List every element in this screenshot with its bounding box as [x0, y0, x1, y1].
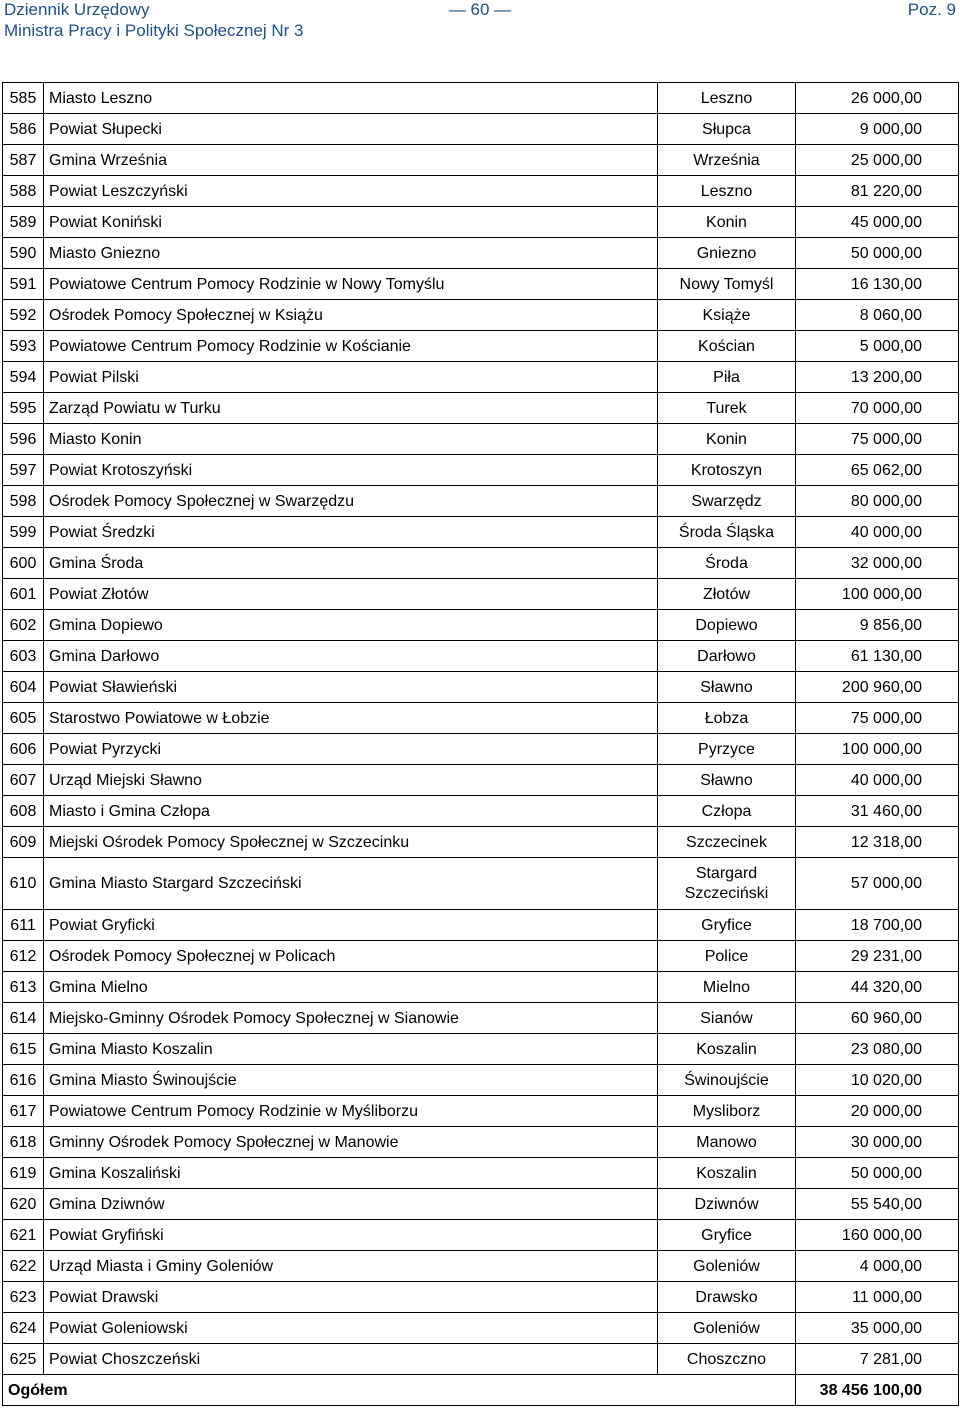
- row-amount: 61 130,00: [796, 641, 959, 672]
- table-row: [3, 765, 959, 796]
- table-row: [3, 517, 959, 548]
- row-name: Urząd Miejski Sławno: [44, 765, 658, 796]
- row-name: Gmina Miasto Koszalin: [44, 1034, 658, 1065]
- row-amount: 50 000,00: [796, 238, 959, 269]
- table-row: [3, 1344, 959, 1375]
- table-row: [3, 641, 959, 672]
- row-amount: 35 000,00: [796, 1313, 959, 1344]
- table-row: [3, 1189, 959, 1220]
- row-amount: 18 700,00: [796, 910, 959, 941]
- table-row: [3, 362, 959, 393]
- row-number: 605: [3, 703, 44, 734]
- row-amount: 25 000,00: [796, 145, 959, 176]
- table-row: [3, 1003, 959, 1034]
- row-number: 609: [3, 827, 44, 858]
- row-city: Konin: [658, 424, 796, 455]
- table-row: [3, 1158, 959, 1189]
- row-amount: 81 220,00: [796, 176, 959, 207]
- row-name: Powiatowe Centrum Pomocy Rodzinie w Kościanie: [44, 331, 658, 362]
- row-city: Sianów: [658, 1003, 796, 1034]
- table-row: [3, 393, 959, 424]
- row-number: 618: [3, 1127, 44, 1158]
- row-amount: 60 960,00: [796, 1003, 959, 1034]
- table-row: [3, 269, 959, 300]
- row-name: Powiat Choszczeński: [44, 1344, 658, 1375]
- table-row: [3, 207, 959, 238]
- row-name: Starostwo Powiatowe w Łobzie: [44, 703, 658, 734]
- allocation-table-body: [3, 83, 959, 1375]
- row-number: 610: [3, 858, 44, 910]
- row-city: Krotoszyn: [658, 455, 796, 486]
- row-number: 594: [3, 362, 44, 393]
- row-name: Urząd Miasta i Gminy Goleniów: [44, 1251, 658, 1282]
- row-number: 602: [3, 610, 44, 641]
- row-number: 622: [3, 1251, 44, 1282]
- table-row: [3, 300, 959, 331]
- row-name: Gmina Miasto Stargard Szczeciński: [44, 858, 658, 910]
- table-row: [3, 145, 959, 176]
- row-amount: 75 000,00: [796, 424, 959, 455]
- row-number: 603: [3, 641, 44, 672]
- table-row: [3, 796, 959, 827]
- table-row: [3, 1313, 959, 1344]
- row-amount: 160 000,00: [796, 1220, 959, 1251]
- table-row: [3, 1251, 959, 1282]
- row-name: Zarząd Powiatu w Turku: [44, 393, 658, 424]
- row-number: 612: [3, 941, 44, 972]
- row-name: Powiat Gryfiński: [44, 1220, 658, 1251]
- row-city: Mielno: [658, 972, 796, 1003]
- row-name: Gmina Mielno: [44, 972, 658, 1003]
- row-amount: 200 960,00: [796, 672, 959, 703]
- row-city: Turek: [658, 393, 796, 424]
- row-city: Koszalin: [658, 1158, 796, 1189]
- row-amount: 70 000,00: [796, 393, 959, 424]
- row-number: 608: [3, 796, 44, 827]
- row-name: Ośrodek Pomocy Społecznej w Policach: [44, 941, 658, 972]
- row-name: Ośrodek Pomocy Społecznej w Książu: [44, 300, 658, 331]
- table-row: [3, 1282, 959, 1313]
- row-amount: 75 000,00: [796, 703, 959, 734]
- row-name: Powiat Gryficki: [44, 910, 658, 941]
- table-row: [3, 1065, 959, 1096]
- table-row: [3, 455, 959, 486]
- row-city: Gryfice: [658, 910, 796, 941]
- row-number: 585: [3, 83, 44, 114]
- row-number: 595: [3, 393, 44, 424]
- row-amount: 16 130,00: [796, 269, 959, 300]
- row-amount: 31 460,00: [796, 796, 959, 827]
- row-city: Człopa: [658, 796, 796, 827]
- row-city: Września: [658, 145, 796, 176]
- row-city: Sławno: [658, 765, 796, 796]
- row-number: 604: [3, 672, 44, 703]
- ministry-title: Ministra Pracy i Polityki Społecznej Nr 3: [4, 21, 304, 40]
- row-amount: 23 080,00: [796, 1034, 959, 1065]
- row-city: Piła: [658, 362, 796, 393]
- row-name: Gmina Września: [44, 145, 658, 176]
- row-number: 596: [3, 424, 44, 455]
- row-amount: 30 000,00: [796, 1127, 959, 1158]
- row-amount: 9 000,00: [796, 114, 959, 145]
- row-name: Gmina Środa: [44, 548, 658, 579]
- row-city: Goleniów: [658, 1251, 796, 1282]
- row-name: Powiat Krotoszyński: [44, 455, 658, 486]
- row-number: 619: [3, 1158, 44, 1189]
- row-number: 613: [3, 972, 44, 1003]
- table-row: [3, 579, 959, 610]
- row-city: Leszno: [658, 83, 796, 114]
- row-city: Gniezno: [658, 238, 796, 269]
- table-row: [3, 114, 959, 145]
- row-number: 611: [3, 910, 44, 941]
- row-number: 587: [3, 145, 44, 176]
- row-number: 620: [3, 1189, 44, 1220]
- row-amount: 100 000,00: [796, 734, 959, 765]
- row-name: Powiat Sławieński: [44, 672, 658, 703]
- row-number: 614: [3, 1003, 44, 1034]
- row-city: Kościan: [658, 331, 796, 362]
- row-city: Koszalin: [658, 1034, 796, 1065]
- row-name: Gminny Ośrodek Pomocy Społecznej w Manowie: [44, 1127, 658, 1158]
- table-row: [3, 238, 959, 269]
- row-amount: 13 200,00: [796, 362, 959, 393]
- row-name: Powiat Leszczyński: [44, 176, 658, 207]
- table-row: [3, 548, 959, 579]
- row-name: Miasto Gniezno: [44, 238, 658, 269]
- row-city: Szczecinek: [658, 827, 796, 858]
- table-row: [3, 672, 959, 703]
- table-row: [3, 610, 959, 641]
- row-number: 606: [3, 734, 44, 765]
- row-number: 607: [3, 765, 44, 796]
- row-city: Darłowo: [658, 641, 796, 672]
- row-city: Drawsko: [658, 1282, 796, 1313]
- row-name: Powiat Pilski: [44, 362, 658, 393]
- row-city: Stargard Szczeciński: [658, 858, 796, 910]
- row-name: Powiat Goleniowski: [44, 1313, 658, 1344]
- row-name: Gmina Dopiewo: [44, 610, 658, 641]
- row-amount: 9 856,00: [796, 610, 959, 641]
- row-amount: 10 020,00: [796, 1065, 959, 1096]
- row-number: 615: [3, 1034, 44, 1065]
- row-amount: 50 000,00: [796, 1158, 959, 1189]
- row-city: Gryfice: [658, 1220, 796, 1251]
- row-name: Miasto i Gmina Człopa: [44, 796, 658, 827]
- row-city: Środa: [658, 548, 796, 579]
- row-number: 586: [3, 114, 44, 145]
- row-amount: 20 000,00: [796, 1096, 959, 1127]
- row-city: Mysliborz: [658, 1096, 796, 1127]
- table-row: [3, 1034, 959, 1065]
- row-number: 597: [3, 455, 44, 486]
- table-row: [3, 486, 959, 517]
- row-name: Miasto Konin: [44, 424, 658, 455]
- row-city: Sławno: [658, 672, 796, 703]
- row-name: Powiatowe Centrum Pomocy Rodzinie w Nowy Tomyślu: [44, 269, 658, 300]
- table-row: [3, 910, 959, 941]
- row-name: Miejski Ośrodek Pomocy Społecznej w Szczecinku: [44, 827, 658, 858]
- row-number: 591: [3, 269, 44, 300]
- row-number: 617: [3, 1096, 44, 1127]
- table-row: [3, 734, 959, 765]
- table-row: [3, 424, 959, 455]
- total-row: [3, 1375, 959, 1406]
- row-name: Powiatowe Centrum Pomocy Rodzinie w Myśliborzu: [44, 1096, 658, 1127]
- row-amount: 12 318,00: [796, 827, 959, 858]
- journal-title: Dziennik Urzędowy: [4, 0, 150, 19]
- row-city: Dziwnów: [658, 1189, 796, 1220]
- row-city: Słupca: [658, 114, 796, 145]
- row-amount: 8 060,00: [796, 300, 959, 331]
- row-amount: 40 000,00: [796, 765, 959, 796]
- total-label: Ogółem: [3, 1375, 796, 1406]
- table-row: [3, 1127, 959, 1158]
- row-amount: 40 000,00: [796, 517, 959, 548]
- row-amount: 55 540,00: [796, 1189, 959, 1220]
- row-city: Swarzędz: [658, 486, 796, 517]
- row-name: Powiat Średzki: [44, 517, 658, 548]
- row-number: 589: [3, 207, 44, 238]
- row-amount: 57 000,00: [796, 858, 959, 910]
- row-amount: 80 000,00: [796, 486, 959, 517]
- row-amount: 29 231,00: [796, 941, 959, 972]
- total-amount: 38 456 100,00: [796, 1375, 959, 1406]
- row-number: 600: [3, 548, 44, 579]
- row-amount: 11 000,00: [796, 1282, 959, 1313]
- table-row: [3, 941, 959, 972]
- row-name: Powiat Złotów: [44, 579, 658, 610]
- row-number: 623: [3, 1282, 44, 1313]
- row-number: 625: [3, 1344, 44, 1375]
- row-name: Powiat Pyrzycki: [44, 734, 658, 765]
- table-row: [3, 176, 959, 207]
- row-city: Łobza: [658, 703, 796, 734]
- row-name: Ośrodek Pomocy Społecznej w Swarzędzu: [44, 486, 658, 517]
- table-row: [3, 331, 959, 362]
- row-name: Gmina Miasto Świnoujście: [44, 1065, 658, 1096]
- row-city: Konin: [658, 207, 796, 238]
- row-city: Złotów: [658, 579, 796, 610]
- row-number: 593: [3, 331, 44, 362]
- page-header: [4, 0, 956, 44]
- row-name: Miejsko-Gminny Ośrodek Pomocy Społecznej w Sianowie: [44, 1003, 658, 1034]
- row-name: Powiat Drawski: [44, 1282, 658, 1313]
- row-amount: 5 000,00: [796, 331, 959, 362]
- page-number: — 60 —: [448, 0, 512, 19]
- table-row: [3, 703, 959, 734]
- row-amount: 65 062,00: [796, 455, 959, 486]
- row-name: Gmina Koszaliński: [44, 1158, 658, 1189]
- row-name: Powiat Słupecki: [44, 114, 658, 145]
- row-amount: 44 320,00: [796, 972, 959, 1003]
- row-number: 592: [3, 300, 44, 331]
- row-city: Świnoujście: [658, 1065, 796, 1096]
- row-number: 624: [3, 1313, 44, 1344]
- table-row: [3, 972, 959, 1003]
- row-amount: 32 000,00: [796, 548, 959, 579]
- row-city: Manowo: [658, 1127, 796, 1158]
- table-row: [3, 83, 959, 114]
- row-name: Powiat Koniński: [44, 207, 658, 238]
- row-number: 599: [3, 517, 44, 548]
- row-number: 616: [3, 1065, 44, 1096]
- row-name: Miasto Leszno: [44, 83, 658, 114]
- row-amount: 7 281,00: [796, 1344, 959, 1375]
- row-name: Gmina Darłowo: [44, 641, 658, 672]
- row-amount: 45 000,00: [796, 207, 959, 238]
- row-city: Pyrzyce: [658, 734, 796, 765]
- row-city: Choszczno: [658, 1344, 796, 1375]
- row-number: 601: [3, 579, 44, 610]
- row-number: 621: [3, 1220, 44, 1251]
- allocation-table: [2, 82, 959, 1406]
- table-row: [3, 858, 959, 910]
- table-row: [3, 1220, 959, 1251]
- row-city: Police: [658, 941, 796, 972]
- row-number: 588: [3, 176, 44, 207]
- row-number: 590: [3, 238, 44, 269]
- row-city: Środa Śląska: [658, 517, 796, 548]
- row-city: Książe: [658, 300, 796, 331]
- row-amount: 4 000,00: [796, 1251, 959, 1282]
- position-number: Poz. 9: [907, 0, 956, 19]
- table-row: [3, 827, 959, 858]
- row-amount: 100 000,00: [796, 579, 959, 610]
- row-city: Goleniów: [658, 1313, 796, 1344]
- row-number: 598: [3, 486, 44, 517]
- row-city: Leszno: [658, 176, 796, 207]
- row-amount: 26 000,00: [796, 83, 959, 114]
- row-city: Nowy Tomyśl: [658, 269, 796, 300]
- row-city: Dopiewo: [658, 610, 796, 641]
- table-row: [3, 1096, 959, 1127]
- row-name: Gmina Dziwnów: [44, 1189, 658, 1220]
